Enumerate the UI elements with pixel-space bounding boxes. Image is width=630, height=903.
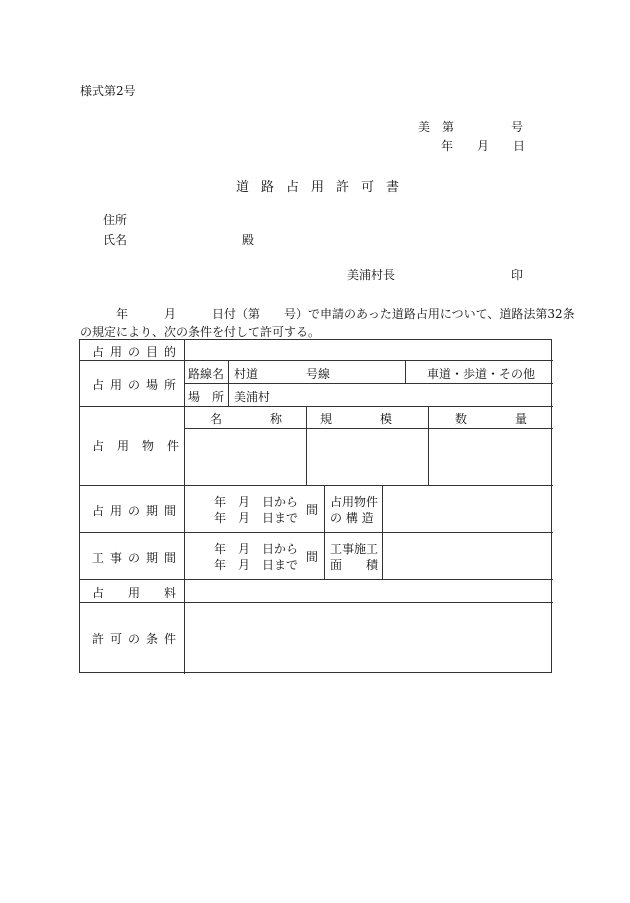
objects-label: 占用物件	[92, 439, 193, 453]
route-name-label: 路線名	[188, 367, 225, 381]
work-period-from: 年 月 日から	[214, 542, 299, 556]
issue-date: 年 月 日	[441, 139, 526, 153]
period-from: 年 月 日から	[214, 495, 299, 509]
period-between: 間	[306, 503, 319, 517]
work-area-label-line-2: 面 積	[330, 558, 379, 572]
fee-label: 占 用 料	[92, 586, 177, 600]
period-to: 年 月 日まで	[214, 511, 299, 525]
document-title: 道路占用許可書	[236, 180, 412, 195]
conditions-label: 許可の条件	[92, 632, 183, 646]
column-quantity-header: 数 量	[455, 412, 528, 426]
work-area-label-line-1: 工事施工	[330, 542, 379, 556]
purpose-label: 占用の目的	[92, 345, 183, 359]
document-number-prefix: 美 第	[418, 120, 455, 134]
issuer: 美浦村長	[347, 268, 396, 282]
occupancy-period-label: 占用の期間	[92, 504, 183, 518]
work-period-to: 年 月 日まで	[214, 558, 299, 572]
document-number-suffix: 号	[511, 120, 524, 134]
seal-mark: 印	[511, 268, 524, 282]
location-label: 占用の場所	[92, 378, 183, 392]
structure-label-line-2: の 構 造	[330, 511, 374, 525]
place-label: 場 所	[188, 390, 225, 404]
column-scale-header: 規 模	[320, 412, 393, 426]
body-text-line-1: 年 月 日付（第 号）で申請のあった道路占用について、道路法第32条	[116, 307, 575, 321]
permit-table	[79, 339, 552, 673]
place-value: 美浦村	[234, 390, 271, 404]
column-name-header: 名 称	[210, 412, 283, 426]
route-value: 村道 号線	[234, 367, 331, 381]
road-type: 車道・歩道・その他	[427, 367, 536, 381]
body-text-line-2: の規定により、次の条件を付して許可する。	[80, 325, 321, 339]
address-label: 住所	[103, 213, 128, 227]
honorific: 殿	[242, 233, 255, 247]
structure-label-line-1: 占用物件	[330, 495, 379, 509]
work-period-between: 間	[306, 550, 319, 564]
name-label: 氏名	[103, 233, 128, 247]
form-number: 様式第2号	[80, 84, 136, 98]
work-period-label: 工事の期間	[92, 551, 183, 565]
